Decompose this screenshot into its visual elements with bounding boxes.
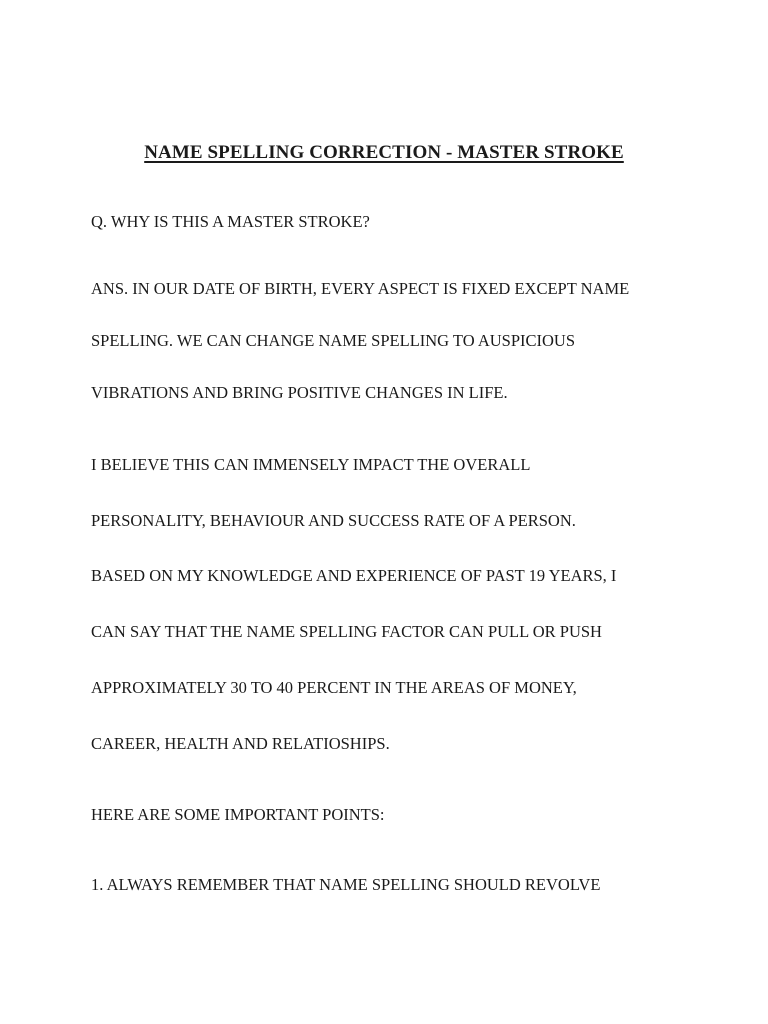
body-line: BASED ON MY KNOWLEDGE AND EXPERIENCE OF PAST 19 YEARS, I xyxy=(91,566,617,585)
answer-line: ANS. IN OUR DATE OF BIRTH, EVERY ASPECT IS FIXED EXCEPT NAME xyxy=(91,279,630,298)
body-line: APPROXIMATELY 30 TO 40 PERCENT IN THE AREAS OF MONEY, xyxy=(91,678,577,697)
question-line: Q. WHY IS THIS A MASTER STROKE? xyxy=(91,212,370,231)
body-line: I BELIEVE THIS CAN IMMENSELY IMPACT THE OVERALL xyxy=(91,455,531,474)
answer-line: SPELLING. WE CAN CHANGE NAME SPELLING TO AUSPICIOUS xyxy=(91,331,576,350)
answer-line: VIBRATIONS AND BRING POSITIVE CHANGES IN LIFE. xyxy=(91,383,508,402)
body-line: PERSONALITY, BEHAVIOUR AND SUCCESS RATE OF A PERSON. xyxy=(91,511,576,530)
body-line: CAN SAY THAT THE NAME SPELLING FACTOR CAN PULL OR PUSH xyxy=(91,622,602,641)
point-item: 1. ALWAYS REMEMBER THAT NAME SPELLING SHOULD REVOLVE xyxy=(91,875,601,894)
document-title: NAME SPELLING CORRECTION - MASTER STROKE xyxy=(144,142,624,163)
points-heading: HERE ARE SOME IMPORTANT POINTS: xyxy=(91,805,385,824)
body-line: CAREER, HEALTH AND RELATIOSHIPS. xyxy=(91,734,390,753)
